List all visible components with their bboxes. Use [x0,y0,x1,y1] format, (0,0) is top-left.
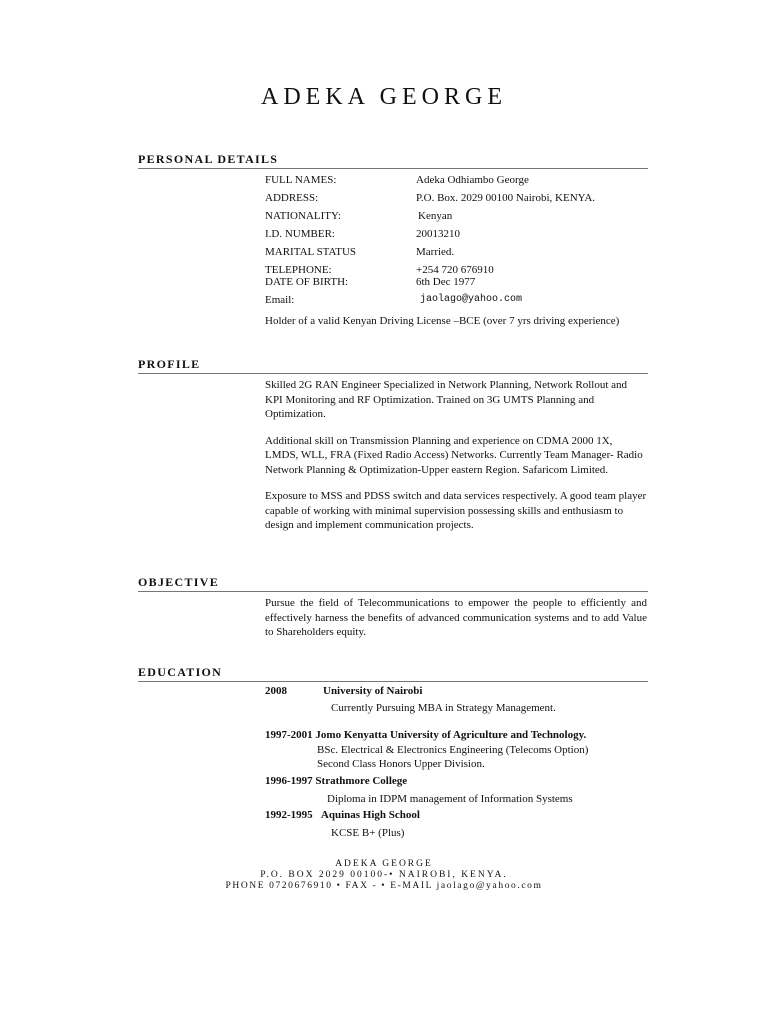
detail-label: I.D. NUMBER: [265,228,335,240]
detail-label: NATIONALITY: [265,210,341,222]
detail-label: MARITAL STATUS [265,246,357,258]
education-years: 1997-2001 [265,729,313,741]
detail-label: DATE OF BIRTH: [265,276,349,288]
detail-row-date-of-birth [265,275,647,293]
education-detail: BSc. Electrical & Electronics Engineering (Telecoms Option) [317,744,589,756]
detail-row-email [265,293,647,311]
education-detail: KCSE B+ (Plus) [331,827,405,839]
education-detail: Second Class Honors Upper Division. [317,758,485,770]
personal-details [265,173,647,329]
education-years: 1992-1995 [265,809,313,821]
section-heading-education: EDUCATION [138,665,648,682]
detail-row-nationality [265,209,647,227]
detail-value: +254 720 676910 [416,264,494,276]
section-heading-objective: OBJECTIVE [138,575,648,592]
email-link[interactable]: jaolago@yahoo.com [420,294,523,305]
detail-value: 20013210 [416,228,460,240]
detail-value: P.O. Box. 2029 00100 Nairobi, KENYA. [416,192,596,204]
detail-row-address [265,191,647,209]
detail-label: TELEPHONE: [265,264,332,276]
footer-name: ADEKA GEORGE [335,859,433,869]
education-entry-header [265,775,407,787]
detail-row-id-number [265,227,647,245]
education-detail: Currently Pursuing MBA in Strategy Management. [331,702,556,714]
education-school: University of Nairobi [323,685,423,697]
education-school: Aquinas High School [320,809,420,821]
resume-name: ADEKA GEORGE [261,84,507,110]
education-school: Jomo Kenyatta University of Agriculture and Technology. [315,729,587,741]
detail-label: ADDRESS: [265,192,319,204]
education-years: 2008 [265,685,287,697]
detail-value: 6th Dec 1977 [416,276,476,288]
profile-text [265,378,647,545]
detail-row-telephone [265,263,647,275]
footer-address: P.O. BOX 2029 00100-• NAIROBI, KENYA. [260,870,508,880]
education-entry-header [265,729,586,741]
detail-value: Adeka Odhiambo George [416,174,529,186]
objective-text: Pursue the field of Telecommunications to empower the people to efficiently and effectively harness the benefits of advanced communication systems and to add Value to Shareholders equity. [265,597,647,638]
detail-row-full-names [265,173,647,191]
education-detail: Diploma in IDPM management of Information Systems [327,793,573,805]
section-heading-profile: PROFILE [138,357,648,374]
profile-paragraph: Exposure to MSS and PDSS switch and data services respectively. A good team player capable of working with minimal supervision possessing skills and enthusiasm to design and implement communication projects. [265,490,647,531]
driving-license-note: Holder of a valid Kenyan Driving License –BCE (over 7 yrs driving experience) [265,315,620,327]
detail-value: Kenyan [418,210,453,222]
detail-label: Email: [265,294,295,306]
section-heading-personal: PERSONAL DETAILS [138,152,648,169]
education-entry-header [265,809,420,821]
footer-contact: PHONE 0720676910 • FAX - • E-MAIL jaolago@yahoo.com [225,881,543,891]
education-school: Strathmore College [315,775,408,787]
detail-value: Married. [416,246,455,258]
education-entry-school [323,685,422,697]
education-entry-years [265,685,287,697]
detail-label: FULL NAMES: [265,174,337,186]
detail-row-marital-status [265,245,647,263]
education-years: 1996-1997 [265,775,313,787]
profile-paragraph: Skilled 2G RAN Engineer Specialized in Network Planning, Network Rollout and KPI Monitoring and RF Optimization. Trained on 3G UMTS Planning and Optimization. [265,379,628,420]
profile-paragraph: Additional skill on Transmission Planning and experience on CDMA 2000 1X, LMDS, WLL, FRA (Fixed Radio Access) Networks. Currently Team Manager- Radio Network Planning & Optimization-Upper eastern Region. Safaricom Limited. [265,434,643,476]
